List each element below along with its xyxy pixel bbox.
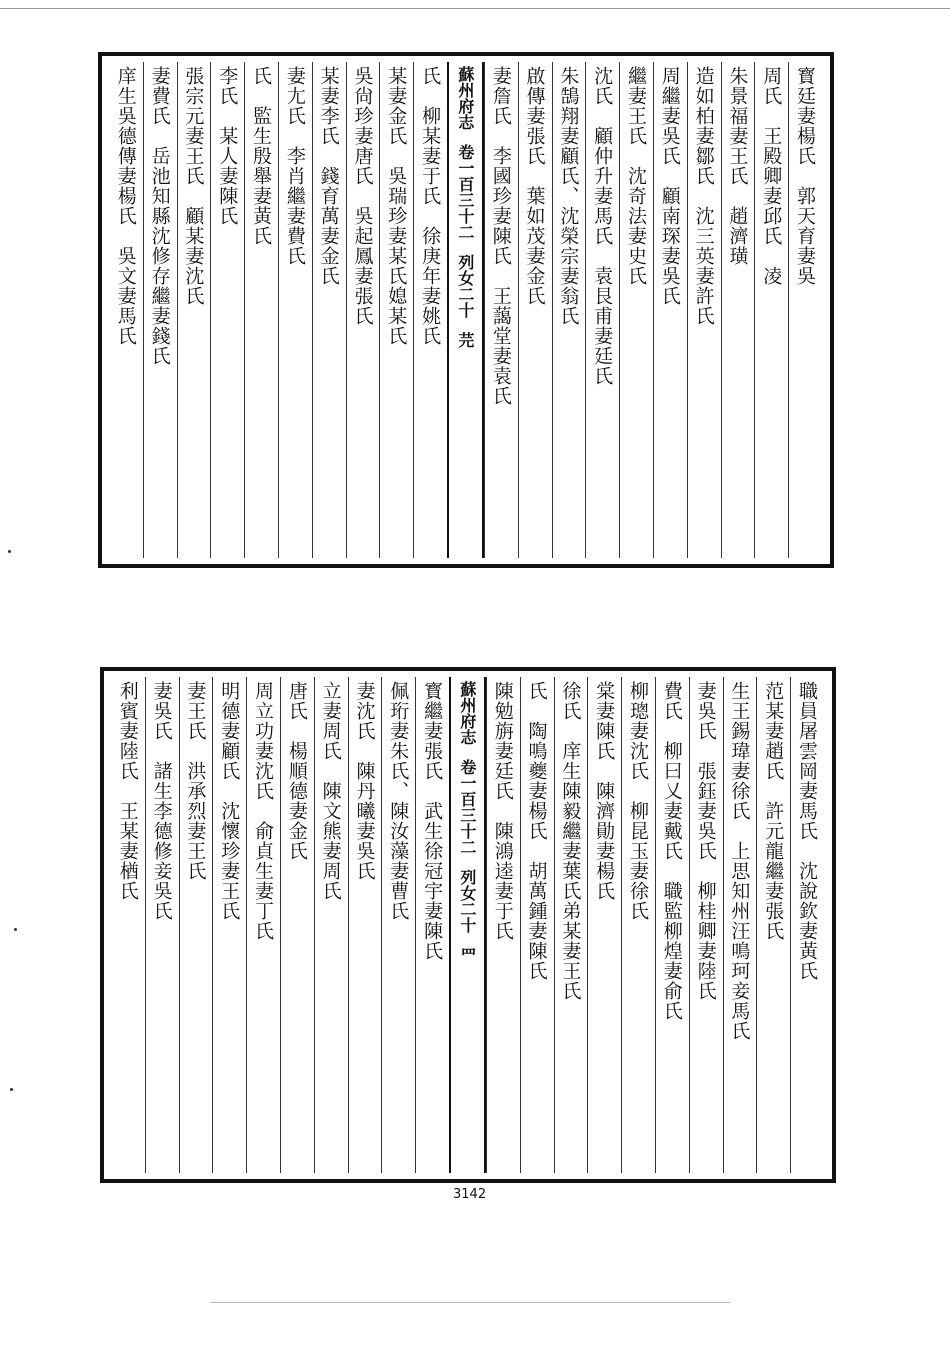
bottom-page — [100, 667, 836, 1183]
text-column: 繼妻王氏 沈奇法妻史氏 — [619, 62, 653, 558]
section-label: 列女二十 — [457, 869, 477, 933]
volume-label: 卷一百三十二 — [455, 144, 475, 240]
text-column: 庠生吳德傳妻楊氏 吳文妻馬氏 — [114, 66, 137, 346]
page-number: 3142 — [453, 1187, 487, 1202]
text-column: 寳廷妻楊氏 郭天育妻吳 — [788, 62, 822, 558]
text-column: 生王錫瑋妻徐氏 上思知州汪鳴珂妾馬氏 — [723, 677, 757, 1173]
text-column: 氏 監生殷舉妻黃氏 — [244, 62, 278, 558]
text-column: 妻費氏 岳池知縣沈修存繼妻錢氏 — [143, 62, 177, 558]
text-column: 立妻周氏 陳文熊妻周氏 — [314, 677, 348, 1173]
scan-speck — [10, 1088, 13, 1091]
text-column: 費氏 柳曰乂妻戴氏 職監柳煌妻俞氏 — [655, 677, 689, 1173]
text-column: 氏 陶鳴夔妻楊氏 胡萬鍾妻陳氏 — [520, 677, 554, 1173]
text-column: 棠妻陳氏 陳濟勛妻楊氏 — [587, 677, 621, 1173]
text-column: 佩珩妻朱氏、陳汝藻妻曹氏 — [381, 677, 415, 1173]
text-column: 沈氏 顧仲升妻馬氏 袁艮甫妻廷氏 — [585, 62, 619, 558]
text-column: 吳尙珍妻唐氏 吳起鳳妻張氏 — [346, 62, 380, 558]
text-column: 某妻李氏 錢育萬妻金氏 — [312, 62, 346, 558]
scan-speck — [8, 550, 11, 553]
text-column: 職員屠雲岡妻馬氏 沈說欽妻黃氏 — [790, 677, 824, 1173]
scan-edge-top — [0, 8, 950, 9]
text-column: 唐氏 楊順德妻金氏 — [280, 677, 314, 1173]
text-column: 利賓妻陸氏 王某妻楢氏 — [116, 681, 139, 901]
text-column: 周繼妻吳氏 顧南琛妻吳氏 — [653, 62, 687, 558]
center-fold-header — [447, 62, 484, 558]
section-label: 列女二十 — [455, 254, 475, 318]
volume-label: 卷一百三十二 — [457, 759, 477, 855]
text-column: 造如柏妻鄒氏 沈三英妻許氏 — [687, 62, 721, 558]
scan-speck — [14, 928, 17, 931]
scan-edge-bottom — [210, 1302, 730, 1303]
text-column: 妻吳氏 諸生李德修妾吳氏 — [145, 677, 179, 1173]
text-column: 范某妻趙氏 許元龍繼妻張氏 — [756, 677, 790, 1173]
text-column: 妻吳氏 張鈺妻吳氏 柳桂卿妻陸氏 — [689, 677, 723, 1173]
text-column: 妻王氏 洪承烈妻王氏 — [179, 677, 213, 1173]
text-column: 張宗元妻王氏 顧某妻沈氏 — [177, 62, 211, 558]
text-column: 妻詹氏 李國珍妻陳氏 王藹堂妻袁氏 — [484, 62, 518, 558]
text-column: 李氏 某人妻陳氏 — [210, 62, 244, 558]
leaf-number: 罒 — [457, 947, 477, 963]
text-column: 柳璁妻沈氏 柳昆玉妻徐氏 — [621, 677, 655, 1173]
top-page — [98, 52, 834, 568]
text-column: 明德妻顧氏 沈懷珍妻王氏 — [212, 677, 246, 1173]
text-column: 某妻金氏 吳瑞珍妻某氏媳某氏 — [379, 62, 413, 558]
leaf-number: 芫 — [455, 332, 475, 348]
text-column: 周氏 王殿卿妻邱氏 凌 — [754, 62, 788, 558]
text-column: 陳勉旃妻廷氏 陳鴻逵妻于氏 — [486, 677, 520, 1173]
text-column: 周立功妻沈氏 俞貞生妻丁氏 — [246, 677, 280, 1173]
text-column: 啟傳妻張氏 葉如茂妻金氏 — [518, 62, 552, 558]
book-title: 蘇州府志 — [455, 66, 475, 130]
text-column: 朱鵠翔妻顧氏、沈榮宗妻翁氏 — [552, 62, 586, 558]
text-column: 寳繼妻張氏 武生徐冠宇妻陳氏 — [415, 677, 449, 1173]
text-column: 氏 柳某妻于氏 徐庚年妻姚氏 — [413, 62, 447, 558]
text-column: 朱景福妻王氏 趙濟璜 — [721, 62, 755, 558]
text-column: 妻沈氏 陳丹曦妻吳氏 — [348, 677, 382, 1173]
center-fold-header — [449, 677, 486, 1173]
book-title: 蘇州府志 — [457, 681, 477, 745]
text-column: 妻尢氏 李肖繼妻費氏 — [278, 62, 312, 558]
text-column: 徐氏 庠生陳毅繼妻葉氏弟某妻王氏 — [554, 677, 588, 1173]
